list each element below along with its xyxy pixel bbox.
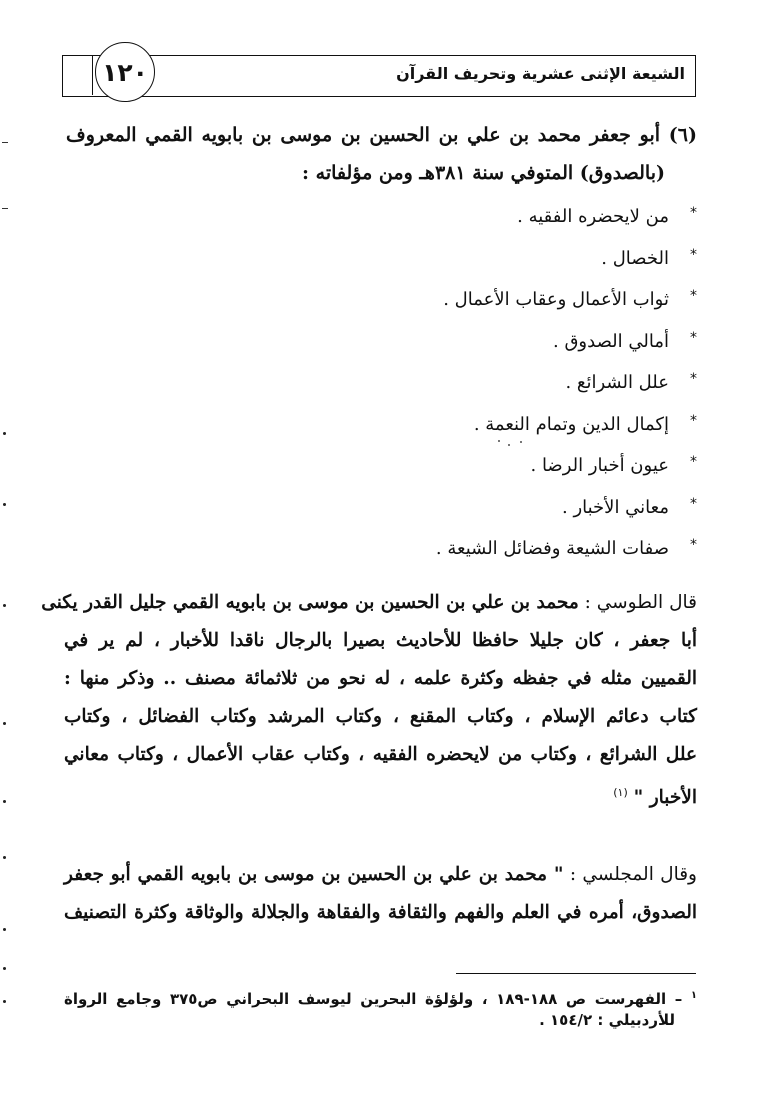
quote-text: " محمد بن علي بن الحسين بن موسى بن بابويه القمي أبو جعفر: [64, 864, 564, 885]
bullet-star-icon: *: [690, 537, 697, 553]
work-title: صفات الشيعة وفضائل الشيعة .: [435, 538, 669, 559]
scan-margin-mark: [2, 142, 8, 143]
scan-margin-mark: [3, 856, 6, 859]
paragraph-line: علل الشرائع ، وكتاب من لايحضره الفقيه ، وكتاب عقاب الأعمال ، وكتاب معاني: [64, 744, 697, 765]
work-title: إكمال الدين وتمام النعمة .: [473, 413, 669, 435]
bullet-star-icon: *: [690, 246, 697, 263]
running-header: [62, 55, 696, 97]
entry-heading-line2: (بالصدوق) المتوفي سنة ٣٨١هـ ومن مؤلفاته :: [302, 162, 665, 184]
scan-margin-mark: [3, 432, 6, 435]
list-item: [397, 321, 697, 363]
bullet-star-icon: *: [690, 371, 697, 387]
quote-intro: وقال المجلسي :: [569, 864, 697, 885]
list-item: [397, 528, 697, 570]
paragraph-line: القميين مثله في جفظه وكثرة علمه ، له نحو من ثلاثمائة مصنف .. وذكر منها :: [64, 668, 697, 689]
paragraph-line: [41, 584, 697, 622]
list-item: [397, 487, 697, 529]
scan-margin-mark: [3, 503, 6, 506]
page-number: ١٢٠: [95, 42, 155, 102]
bullet-star-icon: *: [690, 412, 697, 429]
work-title: معاني الأخبار .: [562, 496, 669, 518]
list-item: [397, 279, 697, 321]
work-title: أمالي الصدوق .: [553, 330, 669, 352]
footnote-dash: –: [674, 990, 683, 1008]
quote-intro: قال الطوسي :: [584, 592, 697, 613]
paragraph-line: [64, 856, 697, 894]
header-left-box: [63, 56, 93, 95]
scan-speck: [520, 441, 522, 443]
bullet-star-icon: *: [690, 329, 697, 346]
list-item: [397, 238, 697, 280]
bullet-star-icon: *: [690, 205, 697, 221]
scan-speck: [508, 444, 510, 446]
quote-text: الأخبار ": [633, 787, 697, 809]
work-title: ثواب الأعمال وعقاب الأعمال .: [443, 289, 669, 310]
work-title: الخصال .: [601, 247, 669, 269]
scan-margin-mark: [3, 1000, 6, 1003]
paragraph-line: [64, 774, 697, 812]
paragraph-line: الصدوق، أمره في العلم والفهم والثقافة والفقاهة والجلالة والوثاقة وكثرة التصنيف: [64, 902, 697, 923]
scan-margin-mark: [3, 800, 6, 803]
footnote-line: للأردبيلي : ١٥٤/٢ .: [539, 1011, 675, 1029]
footnote-divider: [456, 973, 696, 974]
book-title: الشيعة الإثنى عشرية وتحريف القرآن: [396, 64, 685, 83]
majlisi-quote-paragraph: [64, 856, 697, 932]
bullet-star-icon: *: [690, 495, 697, 512]
scan-margin-mark: [3, 722, 6, 725]
works-list: [397, 196, 697, 570]
paragraph-line: أبا جعفر ، كان جليلا حافظا للأحاديث بصيرا بالرجال ناقدا للأخبار ، لم ير في: [64, 630, 697, 651]
bullet-star-icon: *: [690, 288, 697, 304]
work-title: عيون أخبار الرضا .: [530, 455, 669, 476]
footnote: [64, 984, 697, 1032]
footnote-text: الفهرست ص ١٨٨-١٨٩ ، ولؤلؤة البحرين ليوسف البحراني ص٣٧٥ وجامع الرواة: [64, 990, 667, 1008]
scan-margin-mark: [3, 967, 6, 970]
scan-margin-mark: [2, 208, 8, 209]
list-item: [397, 404, 697, 446]
work-title: من لايحضره الفقيه .: [517, 206, 669, 227]
list-item: [397, 445, 697, 487]
list-item: [397, 196, 697, 238]
quote-text: محمد بن علي بن الحسين بن موسى بن بابويه القمي جليل القدر يكنى: [41, 592, 579, 613]
entry-heading-line1: (٦) أبو جعفر محمد بن علي بن الحسين بن موسى بن بابويه القمي المعروف: [66, 124, 697, 146]
work-title: علل الشرائع .: [565, 372, 669, 393]
footnote-marker: ١: [690, 990, 697, 1001]
tusi-quote-paragraph: [41, 584, 697, 812]
footnote-reference[interactable]: (١): [613, 786, 628, 799]
paragraph-line: كتاب دعائم الإسلام ، وكتاب المقنع ، وكتاب المرشد وكتاب الفضائل ، وكتاب: [64, 706, 697, 727]
bullet-star-icon: *: [690, 454, 697, 470]
scan-margin-mark: [3, 928, 6, 931]
scan-margin-mark: [3, 604, 6, 607]
scan-speck: [498, 440, 500, 442]
footnote-line: [64, 984, 697, 1008]
list-item: [397, 362, 697, 404]
